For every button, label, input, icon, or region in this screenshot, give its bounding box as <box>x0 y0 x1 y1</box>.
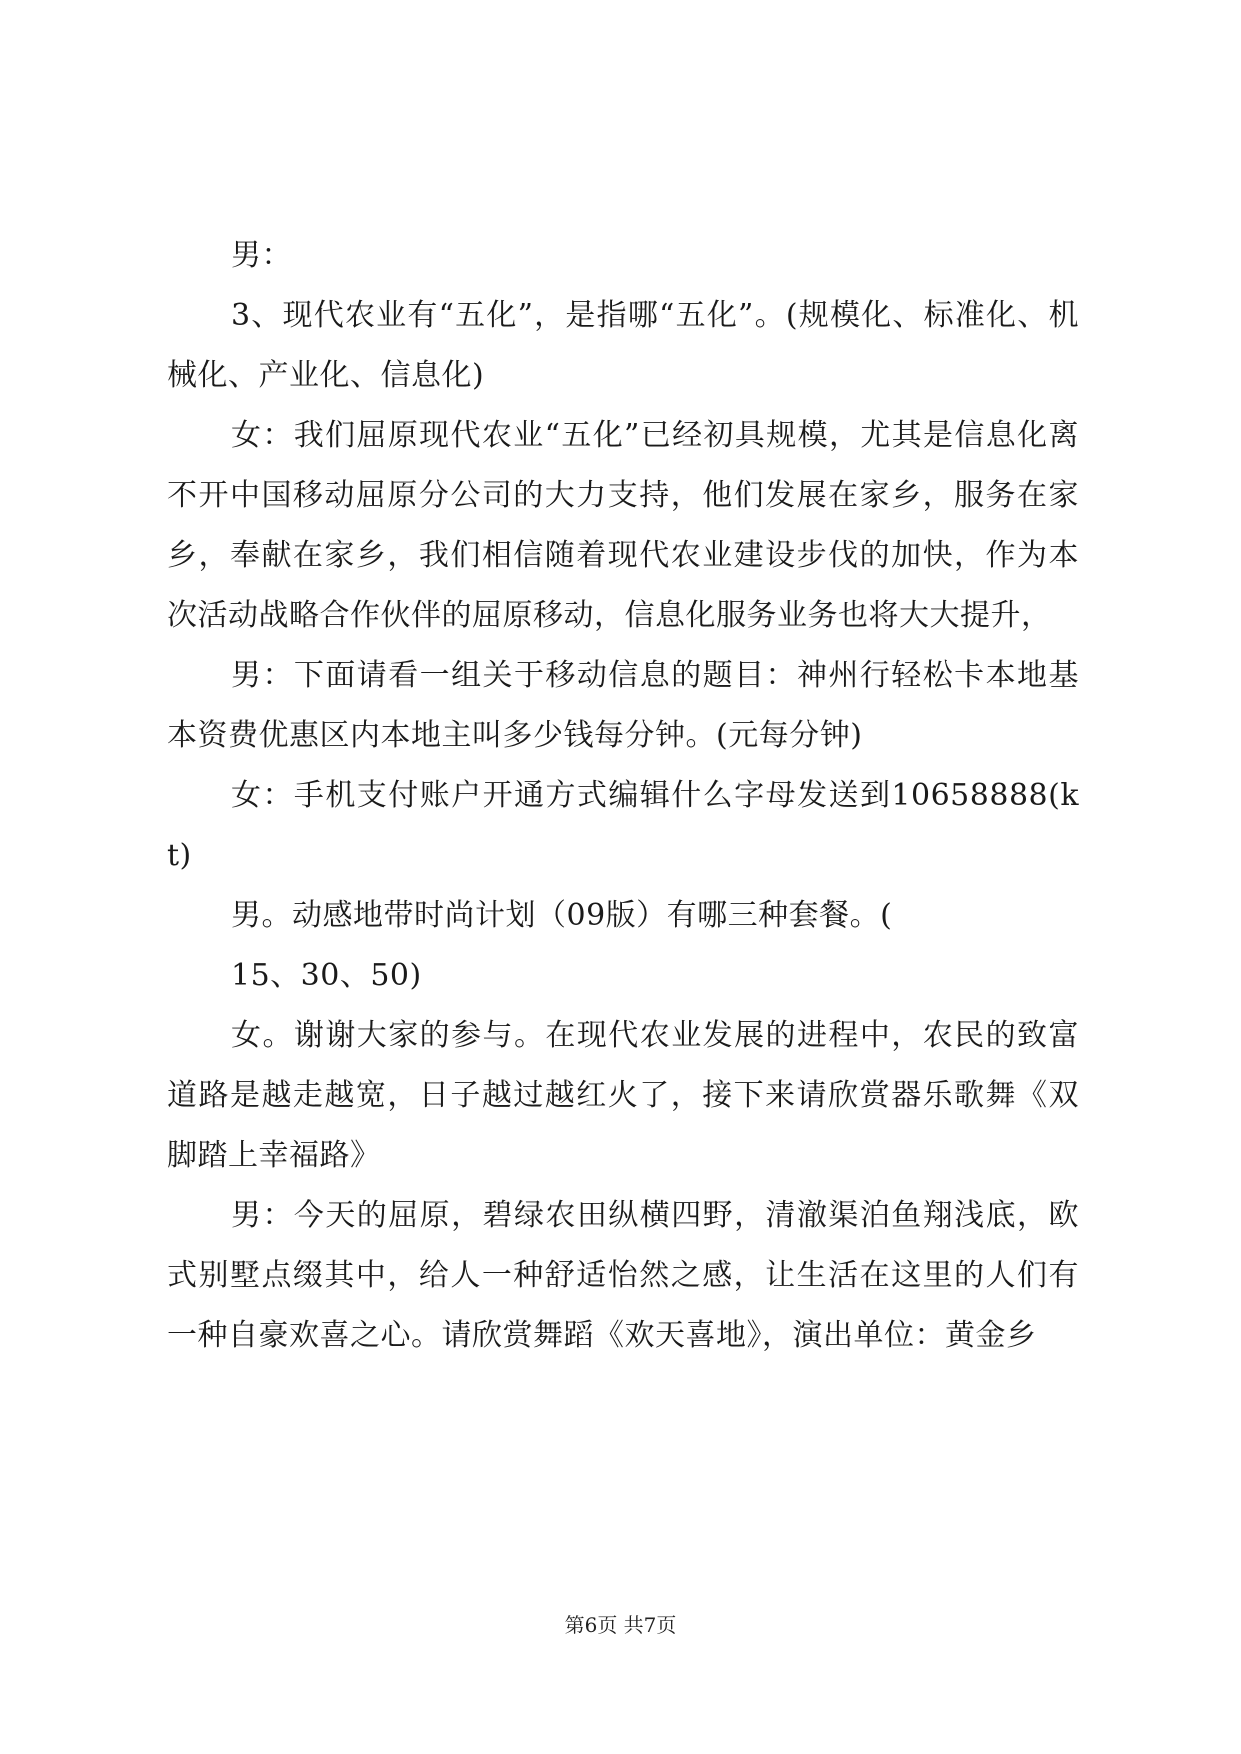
paragraph: 女：手机支付账户开通方式编辑什么字母发送到10658888(kt) <box>167 778 1079 873</box>
paragraph: 男：今天的屈原，碧绿农田纵横四野，清澈渠泊鱼翔浅底，欧式别墅点缀其中，给人一种舒适怡然之感，让生活在这里的人们有一种自豪欢喜之心。请欣赏舞蹈《欢天喜地》，演出单位：黄金乡 <box>167 1198 1079 1353</box>
document-body <box>167 226 1079 1366</box>
paragraph: 男：下面请看一组关于移动信息的题目：神州行轻松卡本地基本资费优惠区内本地主叫多少钱每分钟。(元每分钟) <box>167 658 1079 753</box>
paragraph: 男： <box>231 238 292 273</box>
paragraph: 15、30、50) <box>231 958 422 993</box>
paragraph: 3、现代农业有“五化”，是指哪“五化”。(规模化、标准化、机械化、产业化、信息化) <box>167 298 1079 393</box>
paragraph: 女：我们屈原现代农业“五化”已经初具规模，尤其是信息化离不开中国移动屈原分公司的大力支持，他们发展在家乡，服务在家乡，奉献在家乡，我们相信随着现代农业建设步伐的加快，作为本次活动战略合作伙伴的屈原移动，信息化服务业务也将大大提升， <box>167 418 1079 633</box>
page-footer: 第6页 共7页 <box>564 1613 677 1637</box>
paragraph: 女。谢谢大家的参与。在现代农业发展的进程中，农民的致富道路是越走越宽，日子越过越红火了，接下来请欣赏器乐歌舞《双脚踏上幸福路》 <box>167 1018 1079 1173</box>
paragraph: 男。动感地带时尚计划（09版）有哪三种套餐。( <box>231 898 893 933</box>
